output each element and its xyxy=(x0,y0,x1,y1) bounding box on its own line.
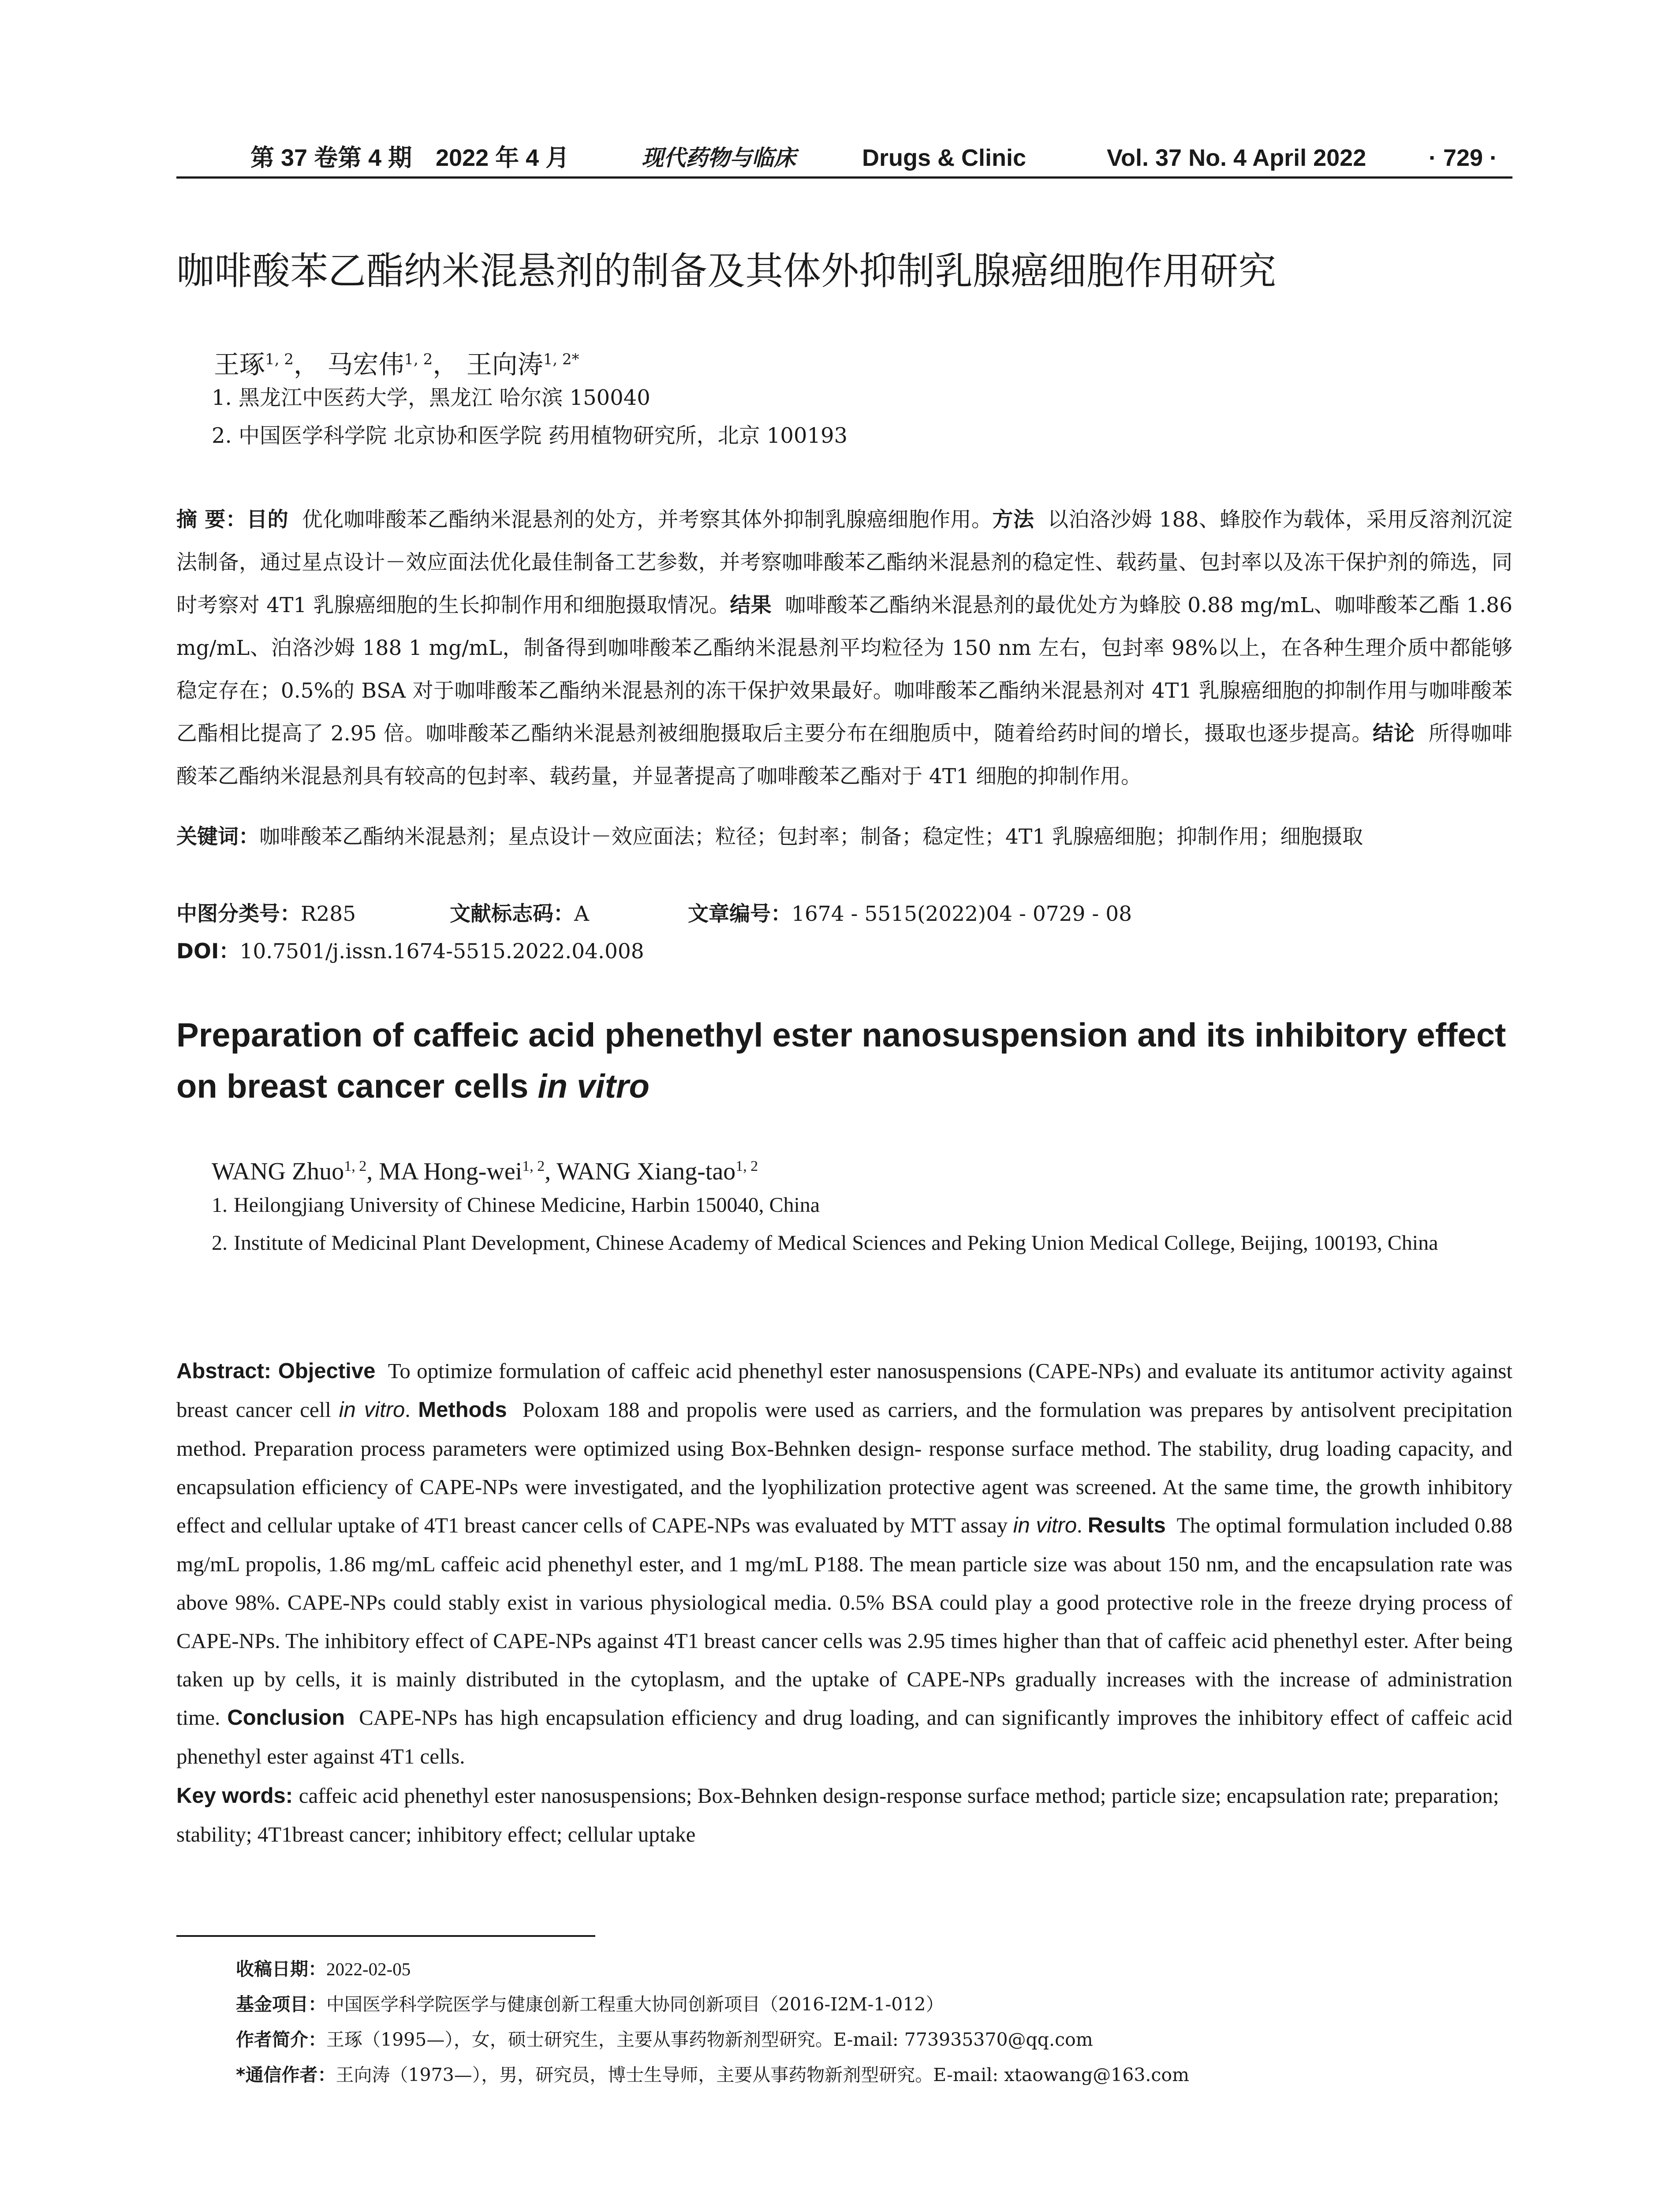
header-volume-en: Vol. 37 No. 4 April 2022 xyxy=(1107,145,1366,171)
author-cn-1: 王琢 xyxy=(214,349,265,380)
classification-line xyxy=(176,895,1512,933)
methods-en-text: Poloxam 188 and propolis were used as carriers, and the formulation was prepares by antisolvent precipitation method. Preparation process parameters were optimized using Box-Behnken design- response surface method. The stability, drug loading capacity, and encapsulation efficiency of CAPE-NPs were investigated, and the lyophilization protective agent was screened. At the same time, the growth inhibitory effect and cellular uptake of 4T1 breast cancer cells of CAPE-NPs was evaluated by MTT assay xyxy=(176,1398,1512,1537)
bio-label: 作者简介： xyxy=(236,2029,326,2050)
author-cn-1-affiliation: 1, 2 xyxy=(265,351,294,368)
author-en-3-affiliation: 1, 2 xyxy=(735,1158,758,1174)
received-label: 收稿日期： xyxy=(236,1958,326,1980)
running-header xyxy=(176,140,1512,176)
abstract-cn xyxy=(176,498,1512,798)
doc-code-label: 文献标志码： xyxy=(450,902,574,926)
author-en-2: MA Hong-wei xyxy=(379,1158,523,1185)
footnote-received xyxy=(236,1951,411,1987)
methods-cn-label: 方法 xyxy=(992,508,1034,532)
corresponding-label: *通信作者： xyxy=(236,2064,336,2085)
objective-en-in-vitro: in vitro xyxy=(339,1398,405,1422)
header-rule xyxy=(176,176,1512,179)
footnote-corresponding xyxy=(236,2057,1189,2093)
abstract-cn-label: 摘 要： xyxy=(176,508,247,532)
bio-text: 王琢（1995—），女，硕士研究生，主要从事药物新剂型研究。E-mail: 773935370@qq.com xyxy=(326,2029,1093,2050)
methods-en-label: Methods xyxy=(418,1398,507,1422)
author-en-3: WANG Xiang-tao xyxy=(556,1158,736,1185)
affiliation-cn-1: 1. 黑龙江中医药大学，黑龙江 哈尔滨 150040 xyxy=(212,385,650,410)
keywords-cn-text: 咖啡酸苯乙酯纳米混悬剂；星点设计－效应面法；粒径；包封率；制备；稳定性；4T1 乳腺癌细胞；抑制作用；细胞摄取 xyxy=(259,825,1363,849)
objective-en-text: To optimize formulation of caffeic acid phenethyl ester nanosuspensions (CAPE-NPs) and evaluate its antitumor activity against breast cancer cell xyxy=(176,1359,1512,1422)
keywords-cn xyxy=(176,818,1512,856)
header-journal-cn: 现代药物与临床 xyxy=(642,145,796,171)
methods-cn-text: 以泊洛沙姆 188、蜂胶作为载体，采用反溶剂沉淀法制备，通过星点设计－效应面法优化最佳制备工艺参数，并考察咖啡酸苯乙酯纳米混悬剂的稳定性、载药量、包封率以及冻干保护剂的筛选，同时考察对 4T1 乳腺癌细胞的生长抑制作用和细胞摄取情况。 xyxy=(176,508,1512,617)
objective-cn-text: 优化咖啡酸苯乙酯纳米混悬剂的处方，并考察其体外抑制乳腺癌细胞作用。 xyxy=(302,508,993,532)
keywords-cn-label: 关键词： xyxy=(176,825,259,849)
fund-text: 中国医学科学院医学与健康创新工程重大协同创新项目（2016-I2M-1-012） xyxy=(326,1994,944,2015)
received-date: 2022-02-05 xyxy=(326,1959,411,1979)
corresponding-text: 王向涛（1973—），男，研究员，博士生导师，主要从事药物新剂型研究。E-mail: xtaowang@163.com xyxy=(336,2064,1189,2085)
author-en-1-affiliation: 1, 2 xyxy=(344,1158,367,1174)
page-number: · 729 · xyxy=(1429,145,1498,171)
affiliation-en-2 xyxy=(212,1224,1512,1262)
author-cn-2: 马宏伟 xyxy=(327,349,404,380)
results-cn-label: 结果 xyxy=(730,593,772,617)
article-title-en xyxy=(176,1010,1512,1112)
affiliation-en-1-number: 1. xyxy=(212,1193,228,1217)
author-cn-2-affiliation: 1, 2 xyxy=(404,351,433,368)
objective-cn-label: 目的 xyxy=(246,508,289,532)
affiliation-en-1 xyxy=(212,1186,1512,1224)
header-journal-en: Drugs & Clinic xyxy=(862,145,1027,171)
doi-line xyxy=(176,933,1512,971)
keywords-en xyxy=(176,1776,1512,1854)
footnote-fund xyxy=(236,1987,944,2022)
doc-code-value: A xyxy=(574,902,589,926)
abstract-en: Abstract: Objective To optimize formulation of caffeic acid phenethyl ester nanosuspensions (CAPE-NPs) and evaluate its antitumor activity against breast cancer cell in vitro. Methods Poloxam 188 and propolis were used as carriers, and the formulation was prepares by antisolvent precipitation method. Preparation process parameters were optimized using Box-Behnken design- response surface method. The stability, drug loading capacity, and encapsulation efficiency of CAPE-NPs were investigated, and the lyophilization protective agent was screened. At the same time, the growth inhibitory effect and cellular uptake of 4T1 breast cancer cells of CAPE-NPs was evaluated by MTT assay in vitro. Results The optimal formulation included 0.88 mg/mL propolis, 1.86 mg/mL caffeic acid phenethyl ester, and 1 mg/mL P188. The mean particle size was about 150 nm, and the encapsulation rate was above 98%. CAPE-NPs could stably exist in various physiological media. 0.5% BSA could play a good protective role in the freeze drying process of CAPE-NPs. The inhibitory effect of CAPE-NPs against 4T1 breast cancer cells was 2.95 times higher than that of caffeic acid phenethyl ester. After being taken up by cells, it is mainly distributed in the cytoplasm, and the uptake of CAPE-NPs gradually increases with the increase of administration time. Conclusion CAPE-NPs has high encapsulation efficiency and drug loading, and can significantly improves the inhibitory effect of caffeic acid phenethyl ester against 4T1 cells. Key words: caffeic acid phenethyl ester nanosuspensions; Box-Behnken design-response surface method; particle size; encapsulation rate; preparation; stability; 4T1breast cancer; inhibitory effect; cellular uptake xyxy=(176,1352,1512,1854)
article-no-label: 文章编号： xyxy=(688,902,791,926)
affiliation-en-2-text: Institute of Medicinal Plant Development, Chinese Academy of Medical Sciences and Peking Union Medical College, Beijing, 100193, China xyxy=(234,1231,1438,1255)
results-en-label: Results xyxy=(1087,1514,1166,1537)
author-en-2-affiliation: 1, 2 xyxy=(522,1158,545,1174)
abstract-en-label: Abstract: xyxy=(176,1359,278,1383)
affiliation-en-2-number: 2. xyxy=(212,1231,228,1255)
doi-value[interactable]: 10.7501/j.issn.1674-5515.2022.04.008 xyxy=(239,939,644,964)
header-date-cn: 2022 年 4 月 xyxy=(436,145,570,171)
objective-en-label: Objective xyxy=(278,1359,376,1383)
keywords-en-label: Key words: xyxy=(176,1784,299,1808)
fund-label: 基金项目： xyxy=(236,1994,326,2015)
author-en-1: WANG Zhuo xyxy=(212,1158,344,1185)
keywords-en-text: caffeic acid phenethyl ester nanosuspensions; Box-Behnken design-response surface method; particle size; encapsulation rate; preparation; stability; 4T1breast cancer; inhibitory effect; cellular uptake xyxy=(176,1783,1499,1846)
affiliation-en-1-text: Heilongjiang University of Chinese Medicine, Harbin 150040, China xyxy=(234,1193,820,1217)
article-title-cn: 咖啡酸苯乙酯纳米混悬剂的制备及其体外抑制乳腺癌细胞作用研究 xyxy=(176,249,1276,293)
conclusion-cn-label: 结论 xyxy=(1373,721,1415,746)
results-cn-text: 咖啡酸苯乙酯纳米混悬剂的最优处方为蜂胶 0.88 mg/mL、咖啡酸苯乙酯 1.86 mg/mL、泊洛沙姆 188 1 mg/mL，制备得到咖啡酸苯乙酯纳米混悬剂平均粒径为 150 nm 左右，包封率 98%以上，在各种生理介质中都能够稳定存在；0.5%的 BSA 对于咖啡酸苯乙酯纳米混悬剂的冻干保护效果最好。咖啡酸苯乙酯纳米混悬剂对 4T1 乳腺癌细胞的抑制作用与咖啡酸苯乙酯相比提高了 2.95 倍。咖啡酸苯乙酯纳米混悬剂被细胞摄取后主要分布在细胞质中，随着给药时间的增长，摄取也逐步提高。 xyxy=(176,593,1512,746)
header-volume-cn: 第 37 卷第 4 期 xyxy=(250,145,412,171)
clc-value: R285 xyxy=(301,902,356,926)
authors-cn: 王琢$^{1, 2}$， 马宏伟$^{1, 2}$， 王向涛$^{1, 2*}$ xyxy=(214,349,579,380)
article-no-value: 1674 - 5515(2022)04 - 0729 - 08 xyxy=(791,902,1132,926)
results-en-text: The optimal formulation included 0.88 mg/mL propolis, 1.86 mg/mL caffeic acid phenethyl ester, and 1 mg/mL P188. The mean particle size was about 150 nm, and the encapsulation rate was above 98%. CAPE-NPs could stably exist in various physiological media. 0.5% BSA could play a good protective role in the freeze drying process of CAPE-NPs. The inhibitory effect of CAPE-NPs against 4T1 breast cancer cells was 2.95 times higher than that of caffeic acid phenethyl ester. After being taken up by cells, it is mainly distributed in the cytoplasm, and the uptake of CAPE-NPs gradually increases with the increase of administration time. xyxy=(176,1513,1513,1730)
conclusion-en-text: CAPE-NPs has high encapsulation efficiency and drug loading, and can significantly improves the inhibitory effect of caffeic acid phenethyl ester against 4T1 cells. xyxy=(176,1705,1513,1768)
author-cn-3: 王向涛 xyxy=(466,349,543,380)
author-cn-3-affiliation: 1, 2* xyxy=(543,351,579,368)
doi-label: DOI： xyxy=(176,939,240,964)
conclusion-cn-text: 所得咖啡酸苯乙酯纳米混悬剂具有较高的包封率、载药量，并显著提高了咖啡酸苯乙酯对于 4T1 细胞的抑制作用。 xyxy=(176,721,1512,789)
methods-en-in-vitro: in vitro xyxy=(1013,1514,1077,1537)
affiliation-cn-2: 2. 中国医学科学院 北京协和医学院 药用植物研究所，北京 100193 xyxy=(212,423,848,448)
clc-label: 中图分类号： xyxy=(176,902,301,926)
title-en-main: Preparation of caffeic acid phenethyl ester nanosuspension and its inhibitory effect on breast cancer cells xyxy=(176,1017,1506,1105)
authors-en: WANG Zhuo$^{1, 2}$, MA Hong-wei$^{1, 2}$, WANG Xiang-tao$^{1, 2}$ xyxy=(212,1158,758,1185)
footnote-author-bio xyxy=(236,2022,1093,2057)
title-en-italic: in vitro xyxy=(538,1068,650,1105)
footnote-rule xyxy=(176,1935,595,1937)
conclusion-en-label: Conclusion xyxy=(227,1706,345,1730)
